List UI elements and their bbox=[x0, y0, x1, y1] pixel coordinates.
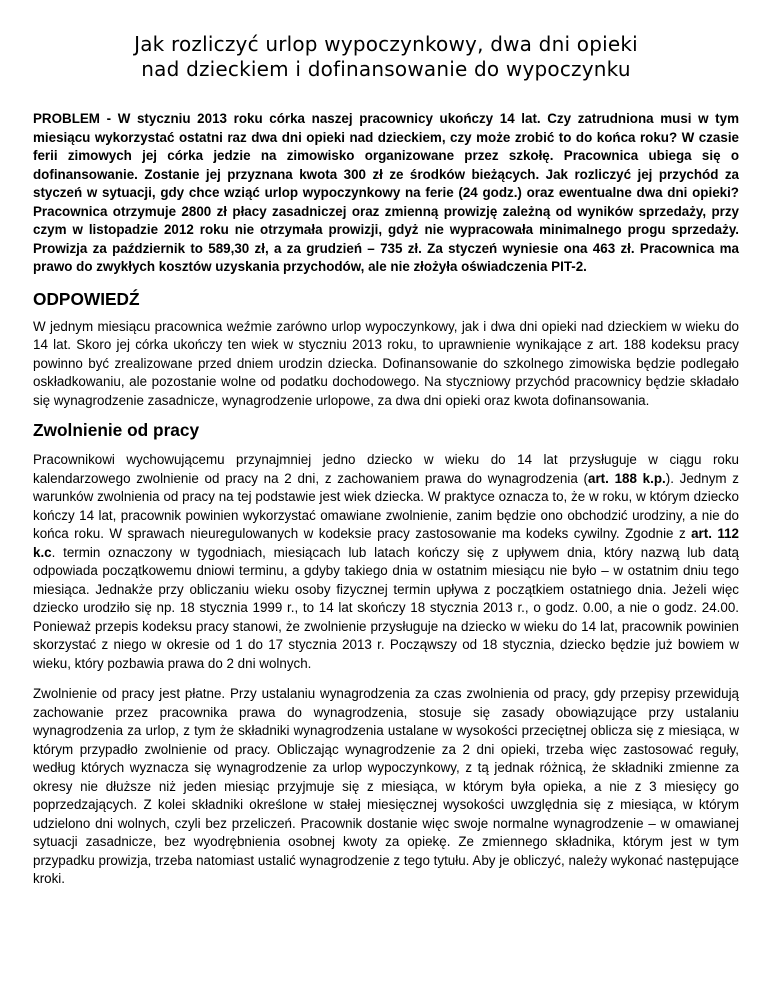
leave-paragraph-text-2: ). Jednym z warunków zwolnienia od pracy na tej podstawie jest wiek dziecka. W praktyce oznacza to, że w roku, w którym dziecko kończy 14 lat, pracownik powinien wykorzystać omawiane zwolnienie, zanim będzie ono obchodzić urodziny, a nie do końca roku. W sprawach nieuregulowanych w kodeksie pracy zastosowanie ma kodeks cywilny. Zgodnie z bbox=[33, 470, 739, 541]
problem-paragraph: PROBLEM - W styczniu 2013 roku córka naszej pracownicy ukończy 14 lat. Czy zatrudniona musi w tym miesiącu wykorzystać ostatni raz dwa dni opieki nad dzieckiem, czy może zrobić to do końca roku? W czasie ferii zimowych jej córka jedzie na zimowisko organizowane przez szkołę. Pracownica ubiega się o dofinansowanie. Zostanie jej przyznana kwota 300 zł ze środków bieżących. Jak rozliczyć jej przychód za styczeń w sytuacji, gdy chce wziąć urlop wypoczynkowy na ferie (24 godz.) oraz ewentualne dwa dni opieki? Pracownica otrzymuje 2800 zł płacy zasadniczej oraz zmienną prowizję zależną od wyników sprzedaży, przy czym w listopadzie 2012 roku nie otrzymała prowizji, gdyż nie wypracowała minimalnego progu sprzedaży. Prowizja za październik to 589,30 zł, a za grudzień – 735 zł. Za styczeń wyniesie ona 463 zł. Pracownica ma prawo do zwykłych kosztów uzyskania przychodów, ale nie złożyła oświadczenia PIT-2. bbox=[33, 111, 739, 274]
section-heading: Zwolnienie od pracy bbox=[33, 420, 200, 440]
legal-reference-kp: art. 188 k.p. bbox=[588, 470, 666, 486]
pay-paragraph: Zwolnienie od pracy jest płatne. Przy ustalaniu wynagrodzenia za czas zwolnienia od pracy, gdy przepisy przewidują zachowanie przez pracownika prawa do wynagrodzenia, stosuje się zasady obowiązujące przy ustalaniu wynagrodzenia za urlop, z tym że składniki wynagrodzenia ustalane w wysokości przeciętnej oblicza się z miesiąca, w którym przypadło zwolnienie od pracy. Obliczając wynagrodzenie za 2 dni opieki, trzeba więc zastosować reguły, według których wyznacza się wynagrodzenie za urlop wypoczynkowy, z tą jednak różnicą, że składniki zmienne za okresy nie dłuższe niż jeden miesiąc przyjmuje się z miesiąca, w którym była opieka, a nie z 3 miesięcy go poprzedzających. Z kolei składniki określone w stałej miesięcznej wysokości uwzględnia się z miesiąca, w którym udzielono dni wolnych, czyli bez przeliczeń. Pracownik dostanie więc swoje normalne wynagrodzenie – w omawianej sytuacji zasadnicze, bez wyodrębnienia osobnej kwoty za opiekę. Ze zmiennego składnika, którym jest w tym przypadku prowizja, trzeba natomiast ustalić wynagrodzenie z tego tytułu. Aby je obliczyć, należy wykonać następujące kroki. bbox=[33, 686, 739, 886]
document-page bbox=[33, 32, 739, 889]
leave-paragraph-text-3: . termin oznaczony w tygodniach, miesiącach lub latach kończy się z upływem dnia, który nazwą lub datą odpowiada początkowemu dniowi terminu, a gdyby takiego dnia w ostatnim miesiącu nie było – w ostatnim dniu tego miesiąca. Jednakże przy obliczaniu wieku osoby fizycznej termin upływa z początkiem ostatniego dnia. Jeżeli więc dziecko urodziło się np. 18 stycznia 1999 r., to 14 lat skończy 18 stycznia 2013 r., o godz. 0.00, a nie o godz. 24.00. Ponieważ przepis kodeksu pracy stanowi, że zwolnienie przysługuje na dziecko w wieku do 14 lat, pracownik powinien skorzystać z niego w okresie od 1 do 17 stycznia 2013 r. Począwszy od 18 stycznia, dziecko będzie już bowiem w wieku, który pozbawia prawa do 2 dni wolnych. bbox=[33, 544, 739, 671]
legal-reference-kc: art. 112 k.c bbox=[33, 526, 739, 560]
leave-paragraph-text-1: Pracownikowi wychowującemu przynajmniej jedno dziecko w wieku do 14 lat przysługuje w ciągu roku kalendarzowego zwolnienie od pracy na 2 dni, z zachowaniem prawa do wynagrodzenia ( bbox=[33, 452, 739, 486]
page-title bbox=[33, 32, 739, 82]
answer-heading: ODPOWIEDŹ bbox=[33, 288, 140, 309]
answer-paragraph: W jednym miesiącu pracownica weźmie zarówno urlop wypoczynkowy, jak i dwa dni opieki nad dzieckiem w wieku do 14 lat. Skoro jej córka ukończy ten wiek w styczniu 2013 roku, to uprawnienie wynikające z art. 188 kodeksu pracy powinno być zrealizowane przed dniem urodzin dziecka. Dofinansowanie do szkolnego zimowiska będzie podlegało oskładkowaniu, ale pozostanie wolne od podatku dochodowego. Na styczniowy przychód pracownicy będzie składało się wynagrodzenie zasadnicze, wynagrodzenie urlopowe, za dwa dni opieki oraz kwota dofinansowania. bbox=[33, 318, 739, 408]
leave-paragraph bbox=[33, 451, 739, 673]
title-line-2: nad dzieckiem i dofinansowanie do wypoczynku bbox=[141, 57, 631, 81]
title-line-1: Jak rozliczyć urlop wypoczynkowy, dwa dni opieki bbox=[134, 32, 638, 56]
